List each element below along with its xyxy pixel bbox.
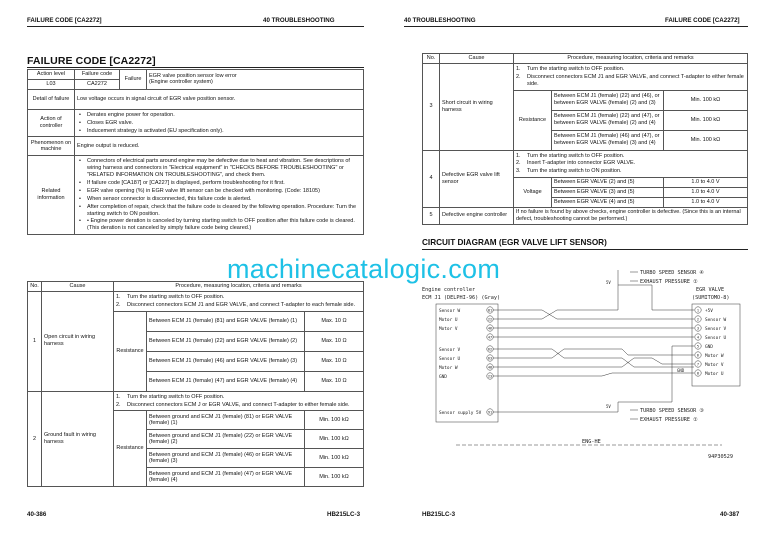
title-rule [27,67,364,68]
row-number: 1 [28,291,42,391]
row-cause: Defective EGR valve lift sensor [440,150,514,207]
action-item: • Closes EGR valve. [79,119,134,126]
measure-type: Resistance [114,311,147,391]
measure-type: Resistance [514,90,552,150]
wire-path [493,349,694,358]
measure-value: Max. 10 Ω [305,351,364,371]
related-item: • • Engine power deration is canceled by turning starting switch to OFF position after this failure code is cleared. (This deration is not canceled by simply failure code being cleared.) [79,218,355,232]
row-cause: Short circuit in wiring harness [440,63,514,150]
phenomenon-text: Engine output is reduced. [75,137,364,156]
measure-location: Between ECM J1 (female) (46) and EGR VALVE (female) (3) [147,351,305,371]
measure-location: Between ECM J1 (female) (47) and EGR VALVE (female) (4) [147,371,305,391]
measure-value: Min. 100 kΩ [305,430,364,449]
detail-label: Detail of failure [28,89,75,109]
ecm-connector-name: ECM J1 (DELPHI-96) (Gray) [422,295,501,301]
ecm-pin-label: Motor W [439,366,458,371]
detail-text: Low voltage occurs in signal circuit of EGR valve position sensor. [75,89,364,109]
measure-value: 1.0 to 4.0 V [664,197,748,207]
ecm-pin-number: 48 [487,365,493,370]
measure-value: Min. 100 kΩ [305,449,364,468]
row-number: 3 [423,63,440,150]
valve-pin-number: 5 [696,344,700,349]
ecm-pin-number: 23 [487,374,493,379]
measure-type: Voltage [514,178,552,208]
col-cause-header: Cause [42,282,114,292]
col-no-header: No. [28,282,42,292]
wire-path [493,346,694,412]
valve-title: EGR VALVE [696,287,725,293]
measure-value: Max. 10 Ω [305,371,364,391]
ecm-pin-number: 22 [487,317,493,322]
measure-value: Min. 100 kΩ [664,90,748,110]
measure-location: Between EGR VALVE (2) and (5) [552,178,664,188]
wire-path [493,358,694,367]
model-left: HB215LC-3 [327,511,361,518]
row-number: 2 [28,391,42,487]
step-item: 2. Disconnect connectors ECM J1 and EGR VALVE, and connect T-adapter to either female side. [516,73,744,87]
measure-value: Min. 100 kΩ [664,130,748,150]
ecm-pin-number: 62 [487,347,493,352]
measure-location: Between ground and ECM J1 (female) (46) or EGR VALVE (female) (3) [147,449,305,468]
failure-code-value: CA2272 [75,79,120,89]
watermark-text: machinecatalogic.com [227,254,501,284]
procedure-table-continued [422,53,748,225]
engine-harness-label: ENG-HE [582,439,601,445]
measure-location: Between EGR VALVE (3) and (5) [552,188,664,198]
row-cause: Open circuit in wiring harness [42,291,114,391]
measure-location: Between ground and ECM J1 (female) (22) or EGR VALVE (female) (2) [147,430,305,449]
valve-connector-name: (SUMITOMO-8) [692,295,730,301]
action-controller-label: Action of controller [28,109,75,137]
action-level-value: L03 [28,79,75,89]
ecm-pin-label: Sensor U [439,357,461,362]
failure-label: Failure [120,70,147,90]
measure-type: Resistance [114,411,147,487]
header-right-text: FAILURE CODE [CA2272] [665,17,740,24]
info-table [27,69,364,235]
ecm-pin-number: 47 [487,335,493,340]
measure-location: Between ECM J1 (female) (81) and EGR VALVE (female) (1) [147,311,305,331]
ecm-pin-label: GND [439,375,447,380]
step-item: 2. Insert T-adapter into connector EGR VALVE. [516,160,636,167]
header-rule [27,26,364,27]
row-cause: Ground fault in wiring harness [42,391,114,487]
wire-group [493,285,694,412]
col-procedure-header: Procedure, measuring location, criteria and remarks [114,282,364,292]
step-item: 1. Turn the starting switch to OFF position. [516,152,625,159]
circuit-diagram-title: CIRCUIT DIAGRAM (EGR VALVE LIFT SENSOR) [422,238,607,247]
measure-location: Between ground and ECM J1 (female) (81) or EGR VALVE (female) (1) [147,411,305,430]
ecm-pin-label: Sensor V [439,348,461,353]
ecm-pin-label: Motor V [439,327,458,332]
row-number: 4 [423,150,440,207]
measure-location: Between ECM J1 (female) (22) and (46), or between EGR VALVE (female) (2) and (3) [552,90,664,110]
ecm-pin-label: Sensor supply 5V [439,411,482,416]
action-list [75,109,364,137]
valve-pin-rows [695,307,727,377]
measure-location: Between EGR VALVE (4) and (5) [552,197,664,207]
ecm-pin-number: 63 [487,356,493,361]
wire-path [618,285,694,310]
wire-tag: GND [677,368,685,373]
valve-pin-number: 3 [696,326,700,331]
action-item: • Inducement strategy is activated (EU specification only). [79,127,224,134]
valve-pin-number: 7 [696,362,700,367]
valve-pin-label: GND [705,345,713,350]
related-label: Related information [28,156,75,235]
wire-tag: 5V [606,280,611,285]
valve-pin-label: Sensor W [705,318,727,323]
failure-text: EGR valve position sensor low error (Engine controller system) [147,70,364,90]
ecm-pin-label: Motor U [439,318,458,323]
circuit-diagram [422,262,748,462]
wire-path [493,373,694,376]
valve-pin-label: Sensor V [705,327,727,332]
measure-value: 1.0 to 4.0 V [664,188,748,198]
measure-location: Between ECM J1 (female) (22) and (47), or between EGR VALVE (female) (2) and (4) [552,110,664,130]
header-rule [404,26,748,27]
header-section-text: 40 TROUBLESHOOTING [263,17,335,24]
bottom-sensor-label: EXHAUST PRESSURE ① [640,417,698,423]
step-item: 1. Turn the starting switch to OFF position. [516,65,625,72]
valve-pin-number: 6 [696,353,700,358]
valve-pin-label: Motor V [705,363,724,368]
row-steps [114,391,364,411]
action-item: • Derates engine power for operation. [79,111,175,118]
step-item: 1. Turn the starting switch to OFF position. [116,393,225,400]
wire-path [493,310,694,319]
row-number: 5 [423,207,440,224]
step-item: 3. Turn the starting switch to ON position. [516,168,622,175]
ecm-pin-number: 91 [487,410,493,415]
ecm-pin-rows [439,307,493,416]
measure-location: Between ground and ECM J1 (female) (47) or EGR VALVE (female) (4) [147,468,305,487]
measure-value: Max. 10 Ω [305,331,364,351]
header-section-text: 40 TROUBLESHOOTING [404,17,476,24]
row-steps [114,291,364,311]
wire-tag: 5V [606,404,611,409]
ecm-pin-label: Sensor W [439,309,461,314]
ecm-pin-number: 46 [487,326,493,331]
circuit-title-rule [422,249,748,250]
top-sensor-label: TURBO SPEED SENSOR ④ [640,270,704,276]
related-item: • After completion of repair, check that the failure code is cleared by the following operation. Procedure: Turn the starting switch to ON position. [79,203,357,217]
step-item: 1. Turn the starting switch to OFF position. [116,293,225,300]
ecm-title: Engine controller [422,287,476,293]
row-steps [514,150,748,178]
bottom-sensor-label: TURBO SPEED SENSOR ③ [640,408,704,414]
top-sensor-label: EXHAUST PRESSURE ① [640,279,698,285]
measure-location: Between ECM J1 (female) (22) and EGR VALVE (female) (2) [147,331,305,351]
header-left-text: FAILURE CODE [CA2272] [27,17,102,24]
valve-pin-number: 2 [696,317,700,322]
related-item: • Connectors of electrical parts around engine may be defective due to heat and vibration. See descriptions of wiring harness and connectors in "Electrical equipment" in "CHECKS BEFORE TROUBLESHOOTING" or "RELATED INFORMATION ON TROUBLESHOOTING", and check them. [79,158,350,179]
related-item: • When sensor connector is disconnected, this failure code is alerted. [79,195,252,202]
step-item: 2. Disconnect connectors ECM J1 and EGR VALVE, and connect T-adapter to each female side. [116,301,356,308]
valve-pin-label: Motor U [705,372,724,377]
page-number-left: 40-386 [27,511,47,518]
col-procedure-header: Procedure, measuring location, criteria and remarks [514,54,748,64]
related-item: • EGR valve opening (%) in EGR valve lift sensor can be checked with monitoring. (Code: 18105) [79,187,320,194]
measure-value: Min. 100 kΩ [664,110,748,130]
measure-value: 1.0 to 4.0 V [664,178,748,188]
model-right: HB215LC-3 [422,511,456,518]
measure-value: Max. 10 Ω [305,311,364,331]
failure-code-label: Failure code [75,70,120,80]
valve-pin-number: 1 [696,308,700,313]
col-no-header: No. [423,54,440,64]
action-level-label: Action level [28,70,75,80]
row-cause: Defective engine controller [440,207,514,224]
ecm-pin-number: 81 [487,308,493,313]
measure-value: Min. 100 kΩ [305,468,364,487]
page-title: FAILURE CODE [CA2272] [27,55,156,67]
col-cause-header: Cause [440,54,514,64]
measure-location: Between ECM J1 (female) (46) and (47), or between EGR VALVE (female) (3) and (4) [552,130,664,150]
valve-pin-number: 4 [696,335,700,340]
wire-path [493,285,618,319]
related-item: • If failure code [CA187] or [CA227] is displayed, perform troubleshooting for it first. [79,180,285,186]
related-list [75,156,364,235]
row-steps [514,63,748,90]
step-item: 2. Disconnect connectors ECM J or EGR VALVE, and connect T-adapter to either female side. [116,401,350,408]
measure-value: Min. 100 kΩ [305,411,364,430]
valve-pin-label: Motor W [705,354,724,359]
phenomenon-label: Phenomenon on machine [28,137,75,156]
procedure-table [27,281,364,487]
valve-pin-label: Sensor U [705,336,727,341]
row-text: If no failure is found by above checks, engine controller is defective. (Since this is an internal defect, troubleshooting cannot be performed.) [514,207,748,224]
valve-pin-label: +5V [705,309,713,314]
figure-code: 94P30529 [708,454,733,460]
page-number-right: 40-387 [720,511,740,518]
valve-pin-number: 8 [696,371,700,376]
